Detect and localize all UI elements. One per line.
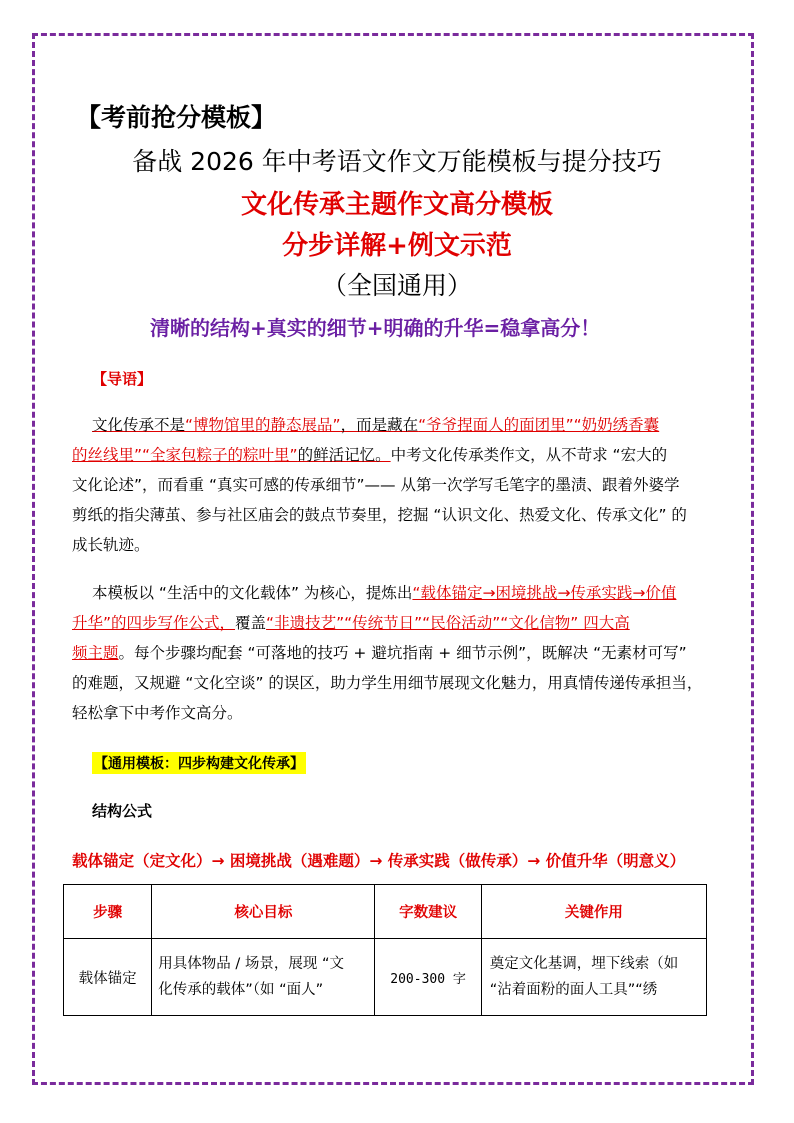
p1-line-5: 成长轨迹。 xyxy=(72,536,150,554)
role-line-1: 奠定文化基调，埋下线索（如 xyxy=(489,956,679,972)
table-row xyxy=(64,939,707,1016)
p1-line-4: 剪纸的指尖薄茧、参与社区庙会的鼓点节奏里，挖掘 “认识文化、热爱文化、传承文化” 的 xyxy=(72,506,687,524)
slogan: 清晰的结构+真实的细节+明确的升华=稳拿高分！ xyxy=(150,316,601,340)
p1-l1-b: “博物馆里的静态展品” xyxy=(185,416,341,434)
p1-line-2 xyxy=(72,440,722,470)
p1-l1-c: ，而是藏在 xyxy=(340,416,419,434)
header-step: 步骤 xyxy=(64,885,152,939)
p2-line-3 xyxy=(72,638,722,668)
header-words: 字数建议 xyxy=(375,885,481,939)
p1-line-1 xyxy=(72,410,722,440)
p2-l2-b: 覆盖 xyxy=(235,614,267,632)
steps-table xyxy=(63,884,707,1016)
cell-step: 载体锚定 xyxy=(64,939,152,1016)
topic-title: 文化传承主题作文高分模板 xyxy=(240,190,553,220)
p2-l2-c: “非遗技艺”“传统节日”“民俗活动”“文化信物” 四大高 xyxy=(266,614,630,632)
tag-title: 【考前抢分模板】 xyxy=(76,103,277,132)
national-note: （全国通用） xyxy=(321,271,472,300)
intro-paragraph-2 xyxy=(72,578,722,728)
template-banner: 【通用模板：四步构建文化传承】 xyxy=(92,752,306,774)
table-header-row xyxy=(64,885,707,939)
cell-goal xyxy=(152,939,375,1016)
goal-line-2: 化传承的载体”（如 “面人” xyxy=(158,982,324,998)
p1-line-3: 文化论述”，而看重 “真实可感的传承细节”—— 从第一次学写毛笔字的墨渍、跟着外婆学 xyxy=(72,476,680,494)
header-goal: 核心目标 xyxy=(152,885,375,939)
p2-l3-a: 频主题 xyxy=(72,644,119,662)
formula-heading: 结构公式 xyxy=(92,802,153,820)
main-title: 备战 2026 年中考语文作文万能模板与提分技巧 xyxy=(132,147,662,176)
p2-l3-b: 。每个步骤均配套 “可落地的技巧 + 避坑指南 + 细节示例”，既解决 “无素材可写” xyxy=(118,644,687,662)
p1-l2-a: 的丝线里”“全家包粽子的粽叶里” xyxy=(72,446,298,464)
header-role: 关键作用 xyxy=(481,885,706,939)
cell-words: 200-300 字 xyxy=(375,939,481,1016)
goal-line-1: 用具体物品 / 场景，展现 “文 xyxy=(158,956,344,972)
p1-l2-b: 的鲜活记忆。 xyxy=(297,446,391,464)
role-line-2: “沾着面粉的面人工具”“绣 xyxy=(489,982,658,998)
p1-l1-a: 文化传承不是 xyxy=(92,416,186,434)
p2-l2-a: 升华”的四步写作公式， xyxy=(72,614,236,632)
intro-label: 【导语】 xyxy=(92,370,153,388)
p2-line-4: 的难题，又规避 “文化空谈” 的误区，助力学生用细节展现文化魅力，用真情传递传承担当， xyxy=(72,674,703,692)
p2-line-1 xyxy=(72,578,722,608)
p2-line-5: 轻松拿下中考作文高分。 xyxy=(72,704,243,722)
p2-l1-a: 本模板以 “生活中的文化载体” 为核心，提炼出 xyxy=(92,584,413,602)
structure-formula: 载体锚定（定文化）→ 困境挑战（遇难题）→ 传承实践（做传承）→ 价值升华（明意义） xyxy=(72,852,686,870)
cell-role xyxy=(481,939,706,1016)
intro-paragraph-1 xyxy=(72,410,722,560)
p2-l1-b: “载体锚定→困境挑战→传承实践→价值 xyxy=(412,584,677,602)
p1-l2-c: 中考文化传承类作文，从不苛求 “宏大的 xyxy=(390,446,668,464)
subtitle: 分步详解+例文示范 xyxy=(282,231,512,261)
p1-l1-d: “爷爷捏面人的面团里”“奶奶绣香囊 xyxy=(418,416,660,434)
p2-line-2 xyxy=(72,608,722,638)
